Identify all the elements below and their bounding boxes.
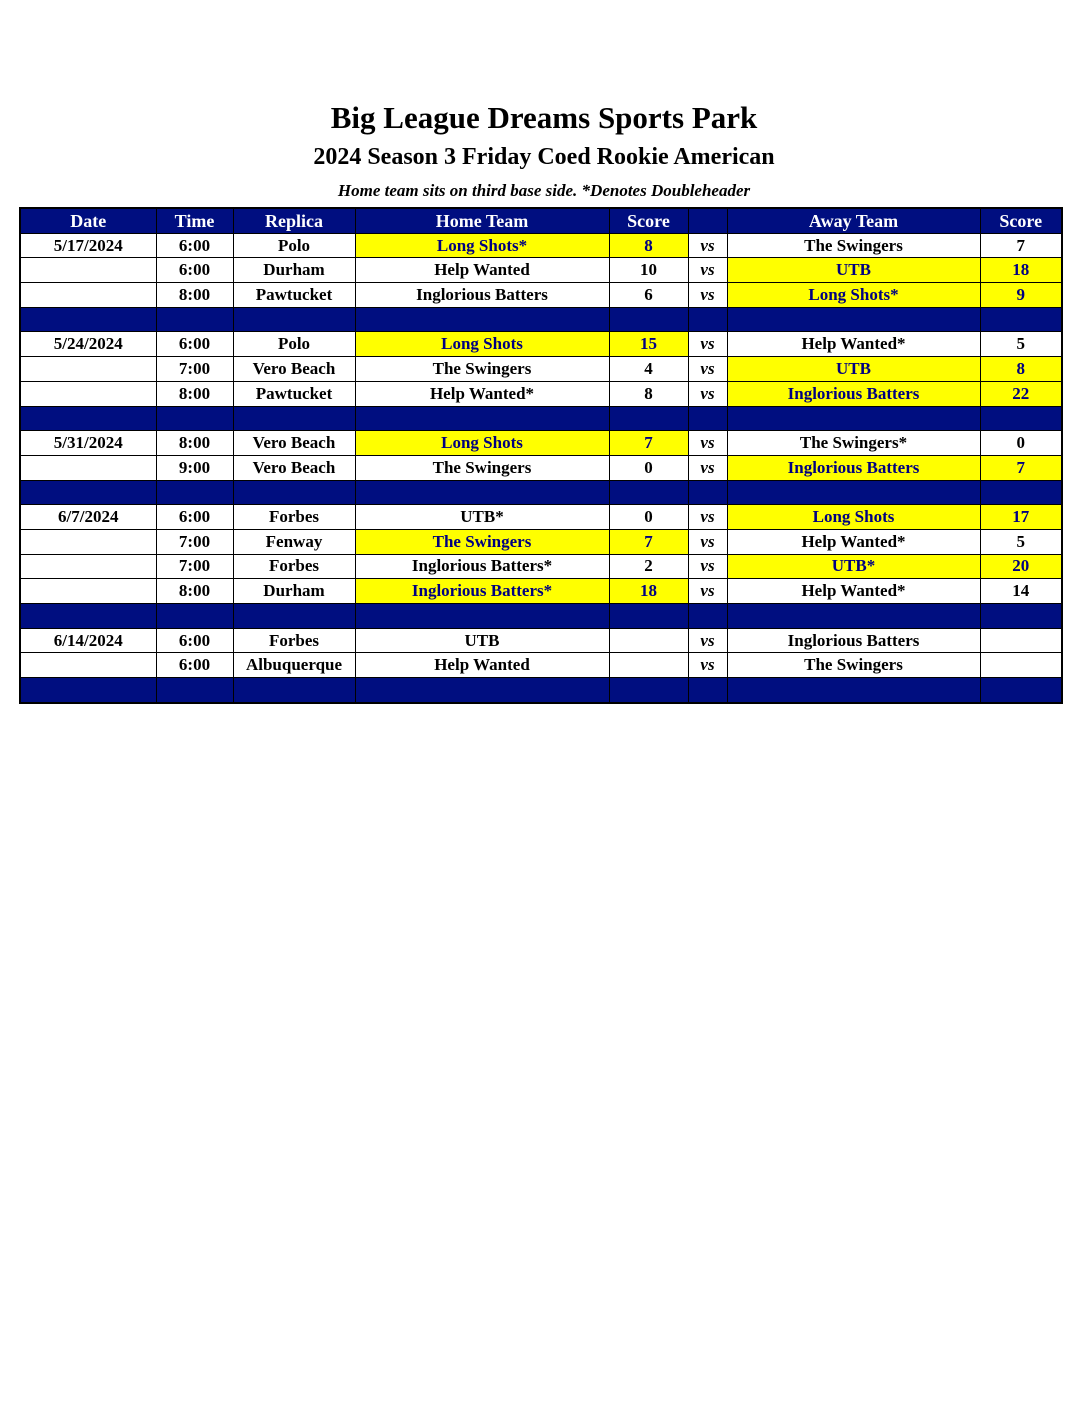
table-row: [20, 431, 1062, 456]
home-team: Long Shots*: [355, 233, 609, 258]
col-header-home-score: Score: [609, 208, 688, 233]
week-separator: [20, 406, 1062, 431]
game-time: 6:00: [156, 505, 233, 530]
table-row: [20, 554, 1062, 579]
vs-label: vs: [688, 283, 727, 308]
game-replica: Polo: [233, 332, 355, 357]
away-team: The Swingers: [727, 653, 980, 678]
home-team: Long Shots: [355, 431, 609, 456]
game-time: 7:00: [156, 554, 233, 579]
vs-label: vs: [688, 554, 727, 579]
game-replica: Pawtucket: [233, 283, 355, 308]
away-score: [980, 653, 1062, 678]
away-team: UTB*: [727, 554, 980, 579]
col-header-home-team: Home Team: [355, 208, 609, 233]
game-time: 9:00: [156, 455, 233, 480]
week-separator: [20, 307, 1062, 332]
home-team: Long Shots: [355, 332, 609, 357]
home-team: The Swingers: [355, 455, 609, 480]
vs-label: vs: [688, 505, 727, 530]
game-replica: Pawtucket: [233, 381, 355, 406]
game-date: [20, 357, 156, 382]
game-replica: Durham: [233, 579, 355, 604]
game-time: 8:00: [156, 381, 233, 406]
game-date: [20, 579, 156, 604]
home-score: 0: [609, 455, 688, 480]
home-score: 7: [609, 529, 688, 554]
away-team: The Swingers: [727, 233, 980, 258]
home-score: 4: [609, 357, 688, 382]
col-header-away-score: Score: [980, 208, 1062, 233]
away-team: Help Wanted*: [727, 579, 980, 604]
table-row: [20, 529, 1062, 554]
home-team: UTB: [355, 628, 609, 653]
home-score: 8: [609, 233, 688, 258]
away-team: Inglorious Batters: [727, 381, 980, 406]
game-replica: Forbes: [233, 628, 355, 653]
table-row: [20, 381, 1062, 406]
game-time: 8:00: [156, 283, 233, 308]
table-row: [20, 332, 1062, 357]
home-score: 10: [609, 258, 688, 283]
game-date: 5/17/2024: [20, 233, 156, 258]
game-replica: Albuquerque: [233, 653, 355, 678]
game-time: 6:00: [156, 258, 233, 283]
home-team: Help Wanted*: [355, 381, 609, 406]
vs-label: vs: [688, 233, 727, 258]
col-header-away-team: Away Team: [727, 208, 980, 233]
vs-label: vs: [688, 332, 727, 357]
table-row: [20, 579, 1062, 604]
away-score: 18: [980, 258, 1062, 283]
game-replica: Durham: [233, 258, 355, 283]
home-score: [609, 628, 688, 653]
game-replica: Fenway: [233, 529, 355, 554]
home-score: 6: [609, 283, 688, 308]
vs-label: vs: [688, 431, 727, 456]
away-score: 22: [980, 381, 1062, 406]
table-header-row: [20, 208, 1062, 233]
home-score: 2: [609, 554, 688, 579]
game-time: 7:00: [156, 357, 233, 382]
game-date: 6/7/2024: [20, 505, 156, 530]
away-team: Long Shots: [727, 505, 980, 530]
away-score: 7: [980, 233, 1062, 258]
table-row: [20, 233, 1062, 258]
vs-label: vs: [688, 455, 727, 480]
game-date: [20, 258, 156, 283]
home-score: 18: [609, 579, 688, 604]
away-score: 14: [980, 579, 1062, 604]
game-replica: Forbes: [233, 505, 355, 530]
table-row: [20, 258, 1062, 283]
game-date: [20, 554, 156, 579]
game-replica: Vero Beach: [233, 357, 355, 382]
game-time: 6:00: [156, 233, 233, 258]
away-score: [980, 628, 1062, 653]
table-row: [20, 283, 1062, 308]
week-separator: [20, 678, 1062, 703]
game-time: 6:00: [156, 332, 233, 357]
game-replica: Vero Beach: [233, 455, 355, 480]
away-team: UTB: [727, 258, 980, 283]
game-replica: Polo: [233, 233, 355, 258]
game-date: 6/14/2024: [20, 628, 156, 653]
game-replica: Forbes: [233, 554, 355, 579]
vs-label: vs: [688, 653, 727, 678]
col-header-time: Time: [156, 208, 233, 233]
game-date: [20, 653, 156, 678]
game-time: 8:00: [156, 579, 233, 604]
vs-label: vs: [688, 628, 727, 653]
away-score: 5: [980, 332, 1062, 357]
home-score: [609, 653, 688, 678]
vs-label: vs: [688, 381, 727, 406]
table-row: [20, 357, 1062, 382]
table-row: [20, 455, 1062, 480]
doubleheader-note: Home team sits on third base side. *Denotes Doubleheader: [337, 181, 751, 200]
away-team: Help Wanted*: [727, 529, 980, 554]
game-time: 7:00: [156, 529, 233, 554]
game-date: [20, 381, 156, 406]
away-team: Inglorious Batters: [727, 628, 980, 653]
away-team: Inglorious Batters: [727, 455, 980, 480]
vs-label: vs: [688, 357, 727, 382]
game-date: 5/24/2024: [20, 332, 156, 357]
schedule-table: [19, 207, 1063, 704]
game-date: [20, 283, 156, 308]
game-date: 5/31/2024: [20, 431, 156, 456]
table-row: [20, 653, 1062, 678]
week-separator: [20, 604, 1062, 629]
col-header-replica: Replica: [233, 208, 355, 233]
week-separator: [20, 480, 1062, 505]
home-score: 15: [609, 332, 688, 357]
away-score: 8: [980, 357, 1062, 382]
home-team: Inglorious Batters*: [355, 579, 609, 604]
away-team: UTB: [727, 357, 980, 382]
home-team: Help Wanted: [355, 653, 609, 678]
game-time: 6:00: [156, 653, 233, 678]
away-score: 20: [980, 554, 1062, 579]
game-time: 8:00: [156, 431, 233, 456]
away-score: 7: [980, 455, 1062, 480]
page-title: Big League Dreams Sports Park: [330, 100, 758, 135]
col-header-date: Date: [20, 208, 156, 233]
home-score: 0: [609, 505, 688, 530]
vs-label: vs: [688, 529, 727, 554]
game-date: [20, 455, 156, 480]
away-score: 9: [980, 283, 1062, 308]
away-team: Help Wanted*: [727, 332, 980, 357]
away-team: The Swingers*: [727, 431, 980, 456]
game-time: 6:00: [156, 628, 233, 653]
page-subtitle: 2024 Season 3 Friday Coed Rookie American: [313, 144, 775, 170]
away-team: Long Shots*: [727, 283, 980, 308]
home-team: Inglorious Batters*: [355, 554, 609, 579]
col-header-vs: [688, 208, 727, 233]
game-replica: Vero Beach: [233, 431, 355, 456]
home-team: Inglorious Batters: [355, 283, 609, 308]
home-team: UTB*: [355, 505, 609, 530]
vs-label: vs: [688, 579, 727, 604]
home-team: The Swingers: [355, 357, 609, 382]
vs-label: vs: [688, 258, 727, 283]
home-team: Help Wanted: [355, 258, 609, 283]
game-date: [20, 529, 156, 554]
home-score: 7: [609, 431, 688, 456]
home-team: The Swingers: [355, 529, 609, 554]
away-score: 0: [980, 431, 1062, 456]
away-score: 17: [980, 505, 1062, 530]
home-score: 8: [609, 381, 688, 406]
table-row: [20, 505, 1062, 530]
table-row: [20, 628, 1062, 653]
away-score: 5: [980, 529, 1062, 554]
